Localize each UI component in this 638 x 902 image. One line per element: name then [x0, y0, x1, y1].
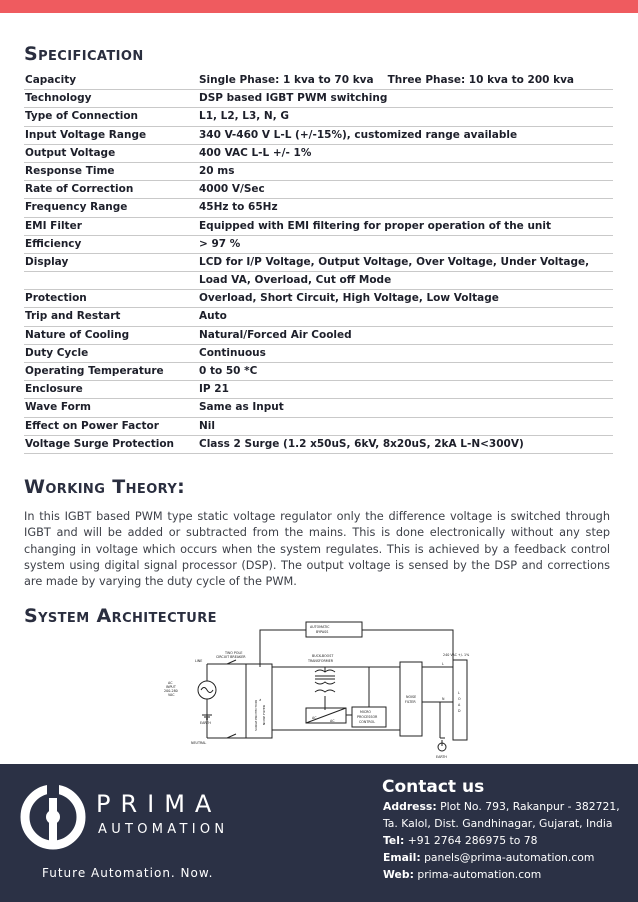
spec-value-text: Same as Input	[199, 401, 284, 414]
spec-row	[24, 363, 613, 381]
specification-heading: Specification	[24, 43, 144, 65]
email-link[interactable]: panels@prima-automation.com	[424, 851, 595, 864]
spec-value	[198, 162, 613, 180]
address-line-2: Ta. Kalol, Dist. Gandhinagar, Gujarat, India	[383, 817, 613, 830]
spec-value	[198, 344, 613, 362]
spec-value-text: Load VA, Overload, Cut off Mode	[199, 274, 392, 287]
email-line	[383, 849, 594, 866]
n-mark: N	[442, 697, 445, 701]
spec-row	[24, 217, 613, 235]
spec-row	[24, 72, 613, 90]
spec-row	[24, 308, 613, 326]
spec-label: Frequency Range	[24, 199, 198, 217]
spec-value	[198, 381, 613, 399]
spec-label: Voltage Surge Protection	[24, 435, 198, 453]
spec-value-text: 4000 V/Sec	[199, 183, 265, 196]
load-letter-a: A	[458, 703, 461, 707]
spec-value-text: Natural/Forced Air Cooled	[199, 328, 352, 341]
spec-value-text: 45Hz to 65Hz	[199, 201, 278, 214]
spec-value	[198, 126, 613, 144]
earth-bottom-label: EARTH	[436, 755, 447, 759]
spec-value-text: Equipped with EMI filtering for proper operation of the unit	[199, 219, 552, 232]
spec-value	[198, 199, 613, 217]
spec-value-text: LCD for I/P Voltage, Output Voltage, Over Voltage, Under Voltage,	[199, 255, 590, 268]
address-value-1: Plot No. 793, Rakanpur - 382721,	[440, 800, 620, 813]
spec-label: Duty Cycle	[24, 344, 198, 362]
output-label: 240 VAC +/- 1%	[443, 653, 470, 657]
surge-label-2: &	[258, 698, 262, 701]
spec-row	[24, 326, 613, 344]
spec-row	[24, 290, 613, 308]
working-theory-paragraph: In this IGBT based PWM type static voltage regulator only the difference voltage is switched through IGBT and will be added or subtracted from the mains. This is done electronically without any step changing in voltage which occurs when the system regulates. This is achieved by a feedback control system using digital signal processor (DSP). The output voltage is sensed by the DSP and corrections are made by varying the duty cycle of the PWM.	[24, 510, 610, 589]
spec-value	[198, 326, 613, 344]
spec-row	[24, 272, 613, 290]
spec-value	[198, 417, 613, 435]
spec-value-text: Single Phase: 1 kva to 70 kva	[199, 74, 374, 86]
ac-input-1: AC	[168, 681, 173, 685]
contact-title: Contact us	[382, 777, 485, 797]
spec-value	[198, 144, 613, 162]
spec-value	[198, 72, 613, 90]
tel-line	[383, 832, 538, 849]
noise-label-2: FILTER	[405, 700, 416, 704]
spec-row	[24, 381, 613, 399]
micro-label-2: PROCESSOR	[357, 715, 378, 719]
bypass-label-2: BYPASS	[316, 630, 329, 634]
spec-value	[198, 435, 613, 453]
l-mark: L	[442, 662, 444, 666]
spec-label: EMI Filter	[24, 217, 198, 235]
web-link[interactable]: prima-automation.com	[417, 868, 542, 881]
spec-value	[198, 90, 613, 108]
micro-label-3: CONTROL	[359, 720, 376, 724]
brand-subtitle: AUTOMATION	[98, 822, 229, 837]
spec-value-text: Overload, Short Circuit, High Voltage, Low Voltage	[199, 292, 499, 305]
spec-row	[24, 108, 613, 126]
spec-row	[24, 235, 613, 253]
spec-value	[198, 253, 613, 271]
spec-row	[24, 181, 613, 199]
spec-row	[24, 162, 613, 180]
spec-label: Type of Connection	[24, 108, 198, 126]
spec-value-text: Class 2 Surge (1.2 x50uS, 6kV, 8x20uS, 2kA L-N<300V)	[199, 437, 524, 450]
spec-label: Nature of Cooling	[24, 326, 198, 344]
spec-value	[198, 272, 613, 290]
spec-value-extra: Three Phase: 10 kva to 200 kva	[387, 74, 575, 86]
spec-value-text: > 97 %	[199, 237, 241, 250]
surge-label-1: SURGE PROTECTION	[254, 700, 258, 731]
spec-row	[24, 253, 613, 271]
breaker-label-2: CIRCUIT BREAKER	[216, 655, 246, 659]
web-label: Web:	[383, 868, 414, 881]
load-letter-o: O	[458, 697, 461, 701]
spec-label: Operating Temperature	[24, 363, 198, 381]
ac-input-3: 200-280	[164, 689, 178, 693]
spec-value	[198, 399, 613, 417]
spec-row	[24, 417, 613, 435]
spec-label: Display	[24, 253, 198, 271]
load-letter-l: L	[458, 691, 460, 695]
spec-value-text: Nil	[199, 419, 215, 432]
brand-name: PRIMA	[96, 790, 222, 818]
ac-label-2: AC	[330, 719, 335, 723]
earth-label: EARTH	[200, 721, 211, 725]
spec-label: Technology	[24, 90, 198, 108]
transformer-label-1: BUCK-BOOST	[312, 654, 334, 658]
breaker-label-1: TWO POLE	[225, 651, 243, 655]
ac-input-4: VAC	[168, 693, 175, 697]
tel-value[interactable]: +91 2764 286975 to 78	[407, 834, 538, 847]
spec-label: Protection	[24, 290, 198, 308]
spec-value-text: L1, L2, L3, N, G	[199, 110, 289, 123]
spec-value-text: 0 to 50 *C	[199, 365, 258, 377]
spec-label: Efficiency	[24, 235, 198, 253]
noise-label-1: NOISE	[406, 695, 417, 699]
spec-value	[198, 363, 613, 381]
spec-value-text: 20 ms	[199, 164, 235, 177]
spec-row	[24, 126, 613, 144]
ac-input-2: INPUT	[166, 685, 176, 689]
address-line-1	[383, 798, 620, 815]
spec-value	[198, 235, 613, 253]
spec-label: Wave Form	[24, 399, 198, 417]
system-architecture-diagram	[160, 620, 480, 760]
top-accent-bar	[0, 0, 638, 13]
spec-row	[24, 344, 613, 362]
micro-label-1: MICRO	[360, 710, 372, 714]
tagline: Future Automation. Now.	[42, 866, 214, 880]
ac-label-1: AC	[312, 716, 317, 720]
spec-label: Input Voltage Range	[24, 126, 198, 144]
line-label: LINE	[195, 659, 203, 663]
spec-value	[198, 308, 613, 326]
specification-table	[24, 72, 613, 454]
address-label: Address:	[383, 800, 437, 813]
footer	[0, 764, 638, 902]
load-letter-d: D	[458, 709, 461, 713]
spec-value	[198, 181, 613, 199]
spec-label: Effect on Power Factor	[24, 417, 198, 435]
spec-value-text: IP 21	[199, 383, 229, 396]
spec-label: Rate of Correction	[24, 181, 198, 199]
transformer-label-2: TRANSFORMER	[308, 659, 333, 663]
spec-value-text: 340 V-460 V L-L (+/-15%), customized range available	[199, 128, 518, 141]
spec-value	[198, 217, 613, 235]
web-line	[383, 866, 541, 883]
spec-label: Enclosure	[24, 381, 198, 399]
spec-value-text: 400 VAC L-L +/- 1%	[199, 146, 312, 159]
spec-value-text: DSP based IGBT PWM switching	[199, 92, 388, 105]
spec-value-text: Auto	[199, 310, 227, 323]
spec-value-text: Continuous	[199, 346, 266, 359]
spec-row	[24, 144, 613, 162]
spec-row	[24, 399, 613, 417]
spec-row	[24, 199, 613, 217]
neutral-label: NEUTRAL	[191, 741, 207, 745]
spec-label: Trip and Restart	[24, 308, 198, 326]
spec-label	[24, 272, 198, 290]
working-theory-heading: Working Theory:	[24, 476, 186, 498]
spec-value	[198, 108, 613, 126]
prima-logo-icon	[20, 784, 86, 850]
email-label: Email:	[383, 851, 421, 864]
spec-label: Output Voltage	[24, 144, 198, 162]
system-architecture-heading: System Architecture	[24, 605, 217, 627]
spec-row	[24, 435, 613, 453]
spec-value	[198, 290, 613, 308]
surge-label-3: NOISE FILTER	[262, 705, 266, 725]
spec-row	[24, 90, 613, 108]
tel-label: Tel:	[383, 834, 405, 847]
spec-label: Capacity	[24, 72, 198, 90]
bypass-label-1: AUTOMATIC	[310, 625, 330, 629]
spec-label: Response Time	[24, 162, 198, 180]
